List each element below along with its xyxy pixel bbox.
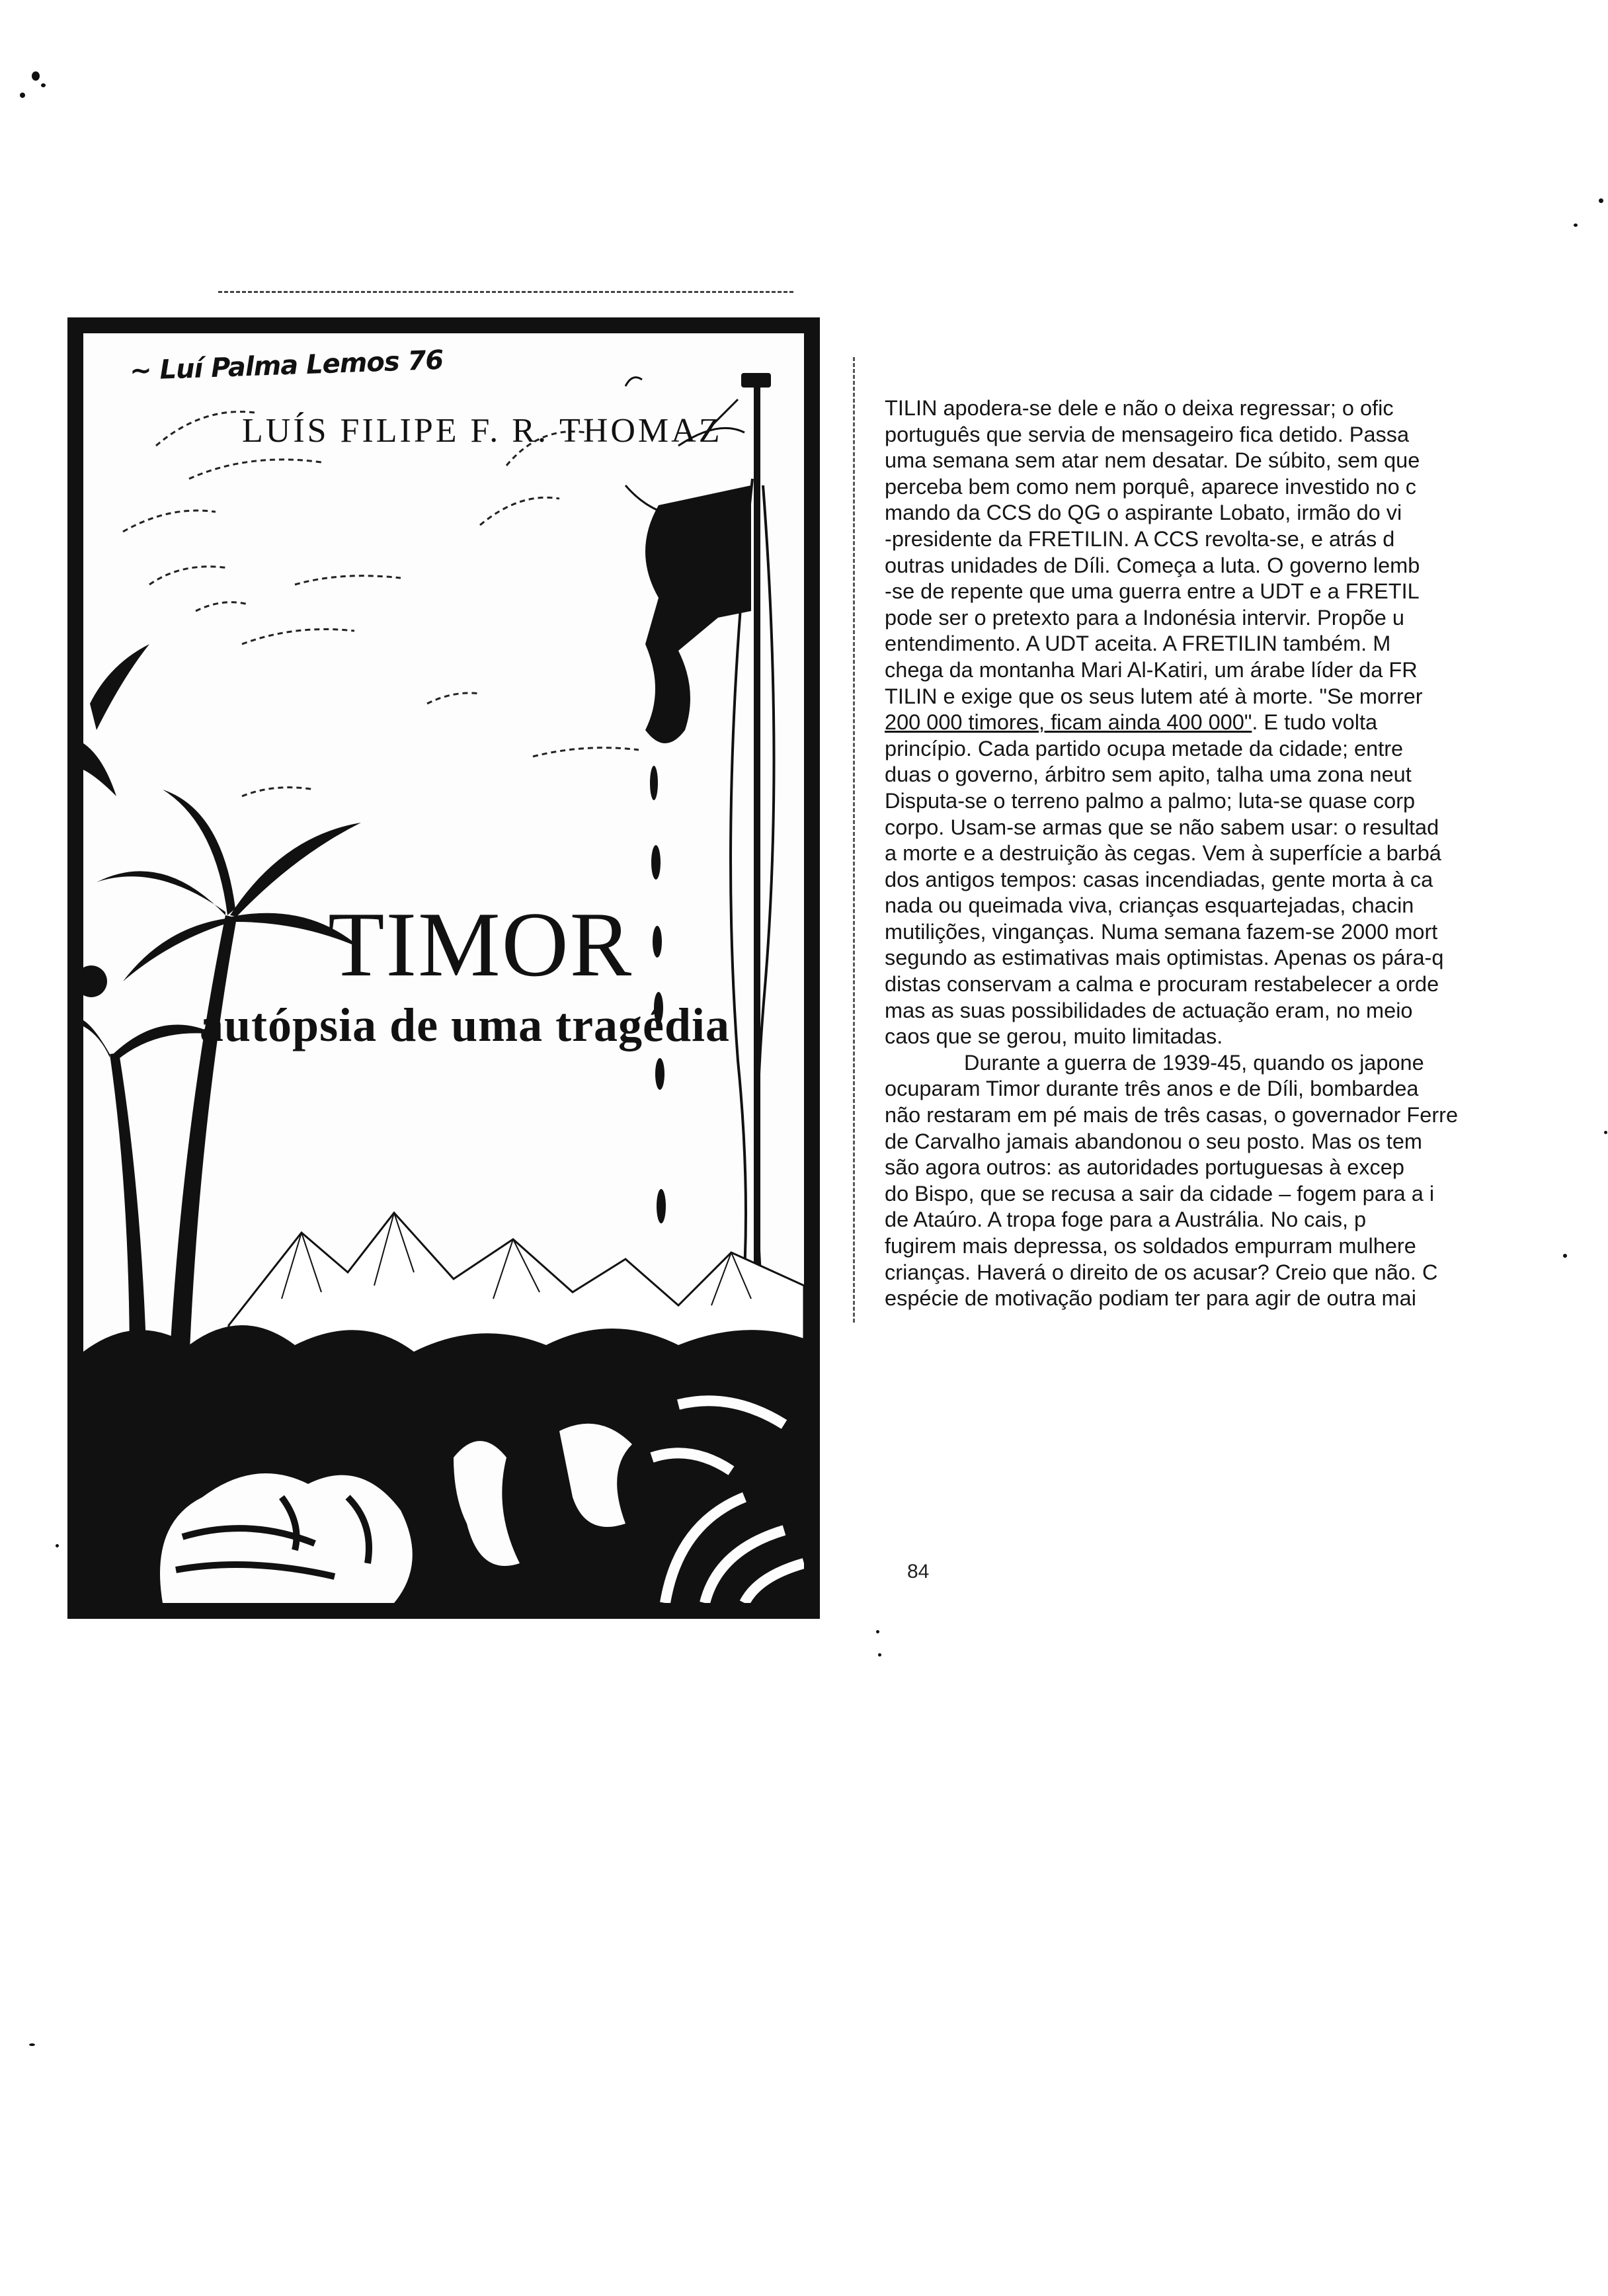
cloud-line	[242, 788, 315, 796]
text-line: mas as suas possibilidades de actuação eram, no meio	[885, 998, 1413, 1022]
text-line: chega da montanha Mari Al-Katiri, um árabe líder da FR	[885, 657, 1418, 682]
article-text-column	[885, 395, 1539, 1312]
text-line: mutilições, vinganças. Numa semana fazem-se 2000 mort	[885, 919, 1438, 944]
text-line: mando da CCS do QG o aspirante Lobato, irmão do vi	[885, 501, 1402, 525]
cloud-line	[189, 460, 321, 479]
cloud-line	[480, 497, 559, 525]
text-line: nada ou queimada viva, crianças esquartejadas, chacin	[885, 893, 1414, 918]
cloud-line	[427, 693, 480, 704]
cloud-line	[149, 567, 229, 585]
cloud-line	[196, 602, 249, 611]
palm-trunk	[110, 1053, 147, 1365]
text-line: entendimento. A UDT aceita. A FRETILIN também. M	[885, 632, 1391, 656]
cover-artwork	[83, 333, 804, 1603]
scan-speck	[20, 93, 25, 98]
underlined-quote: 200 000 timores, ficam ainda 400 000"	[885, 710, 1252, 735]
blood-drop	[657, 1189, 666, 1223]
text-line: -presidente da FRETILIN. A CCS revolta-se, e atrás d	[885, 526, 1395, 551]
cloud-line	[242, 630, 354, 645]
text-line: uma semana sem atar nem desatar. De súbito, sem que	[885, 448, 1420, 473]
scan-speck	[1604, 1131, 1607, 1134]
cloud-line	[625, 378, 642, 386]
blood-drop	[653, 926, 662, 958]
text-line: do Bispo, que se recusa a sair da cidade – fogem para a i	[885, 1181, 1435, 1206]
flagpole-top	[741, 373, 771, 388]
column-divider	[853, 357, 855, 1323]
scan-speck	[32, 71, 40, 81]
palm-frond	[83, 1018, 110, 1057]
text-line: português que servia de mensageiro fica detido. Passa	[885, 422, 1410, 446]
palm-frond	[123, 919, 227, 981]
text-line: fugirem mais depressa, os soldados empurram mulhere	[885, 1234, 1416, 1258]
text-line: segundo as estimativas mais optimistas. Apenas os pára-q	[885, 946, 1444, 970]
text-line: pode ser o pretexto para a Indonésia intervir. Propõe u	[885, 605, 1404, 630]
text-line: não restaram em pé mais de três casas, o governador Ferre	[885, 1103, 1459, 1128]
text-line: outras unidades de Díli. Começa a luta. O governo lemb	[885, 553, 1420, 577]
text-line: dos antigos tempos: casas incendiadas, gente morta à ca	[885, 867, 1433, 891]
cloud-line	[295, 576, 401, 585]
cloud-line	[123, 511, 216, 532]
blood-drop	[655, 1058, 664, 1090]
text-line: TILIN e exige que os seus lutem até à morte. "Se morrer	[885, 684, 1423, 708]
palm-frond	[163, 790, 235, 915]
palm-frond	[90, 644, 149, 730]
scan-speck	[876, 1630, 879, 1633]
page-number: 84	[907, 1561, 930, 1582]
text-line: são agora outros: as autoridades portuguesas à excep	[885, 1155, 1404, 1180]
text-line: princípio. Cada partido ocupa metade da cidade; entre	[885, 736, 1404, 760]
blood-drop	[651, 845, 661, 880]
blood-drop	[650, 766, 658, 800]
scan-speck	[41, 83, 46, 87]
palm-frond	[97, 871, 225, 915]
handwritten-signature: ~ Luí Palma Lemos 76	[129, 345, 444, 387]
text-line: crianças. Haverá o direito de os acusar? Creio que não. C	[885, 1260, 1438, 1284]
text-line: duas o governo, árbitro sem apito, talha uma zona neut	[885, 762, 1412, 787]
text-line-quote	[885, 710, 1539, 736]
text-line: espécie de motivação podiam ter para agir de outra mai	[885, 1286, 1416, 1311]
text-line: a morte e a destruição às cegas. Vem à superfície a barbá	[885, 841, 1441, 866]
book-cover	[67, 317, 820, 1619]
palm-fruit	[83, 965, 107, 997]
cloud-line	[533, 748, 639, 757]
top-dashed-rule	[218, 291, 793, 293]
text-line: perceba bem como nem porquê, aparece investido no c	[885, 474, 1416, 499]
quote-line-rest: . E tudo volta	[1252, 710, 1378, 735]
palm-frond	[83, 743, 116, 796]
book-title: TIMOR	[328, 893, 633, 996]
scan-speck	[1599, 198, 1603, 203]
text-line: Durante a guerra de 1939-45, quando os japone	[964, 1050, 1424, 1075]
text-line: caos que se gerou, muito limitadas.	[885, 1024, 1223, 1049]
text-line: corpo. Usam-se armas que se não sabem usar: o resultad	[885, 815, 1439, 839]
text-line: ocuparam Timor durante três anos e de Díli, bombardea	[885, 1077, 1419, 1101]
text-line: distas conservam a calma e procuram restabelecer a orde	[885, 972, 1439, 997]
text-line: TILIN apodera-se dele e não o deixa regressar; o ofic	[885, 396, 1394, 420]
text-line: Disputa-se o terreno palmo a palmo; luta-se quase corp	[885, 788, 1416, 813]
text-line: de Ataúro. A tropa foge para a Austrália. No cais, p	[885, 1208, 1367, 1232]
book-subtitle: autópsia de uma tragédia	[200, 999, 731, 1051]
scan-speck	[878, 1653, 881, 1657]
scan-speck	[56, 1544, 59, 1547]
palm-trunk	[169, 915, 237, 1365]
scan-speck	[29, 2043, 35, 2046]
scan-speck	[1574, 224, 1578, 227]
text-line: de Carvalho jamais abandonou o seu posto. Mas os tem	[885, 1129, 1422, 1153]
book-author: LUÍS FILIPE F. R. THOMAZ	[242, 412, 723, 450]
text-line: -se de repente que uma guerra entre a UDT e a FRETIL	[885, 579, 1420, 604]
cloud-line	[156, 412, 255, 446]
scan-speck	[1563, 1254, 1567, 1258]
